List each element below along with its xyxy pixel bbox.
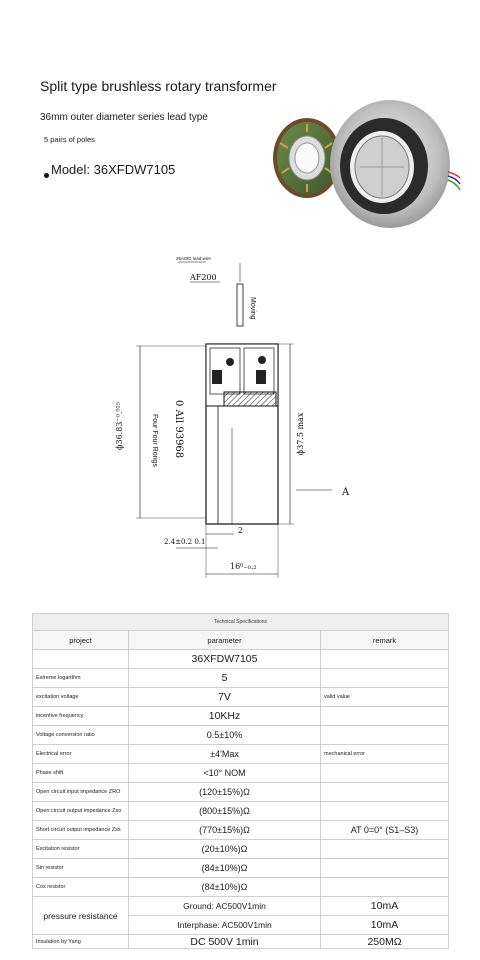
diameter-left-dim: ϕ36.83⁻⁰.⁰²⁵ — [115, 402, 124, 450]
four-rongs-label: Four Four Rongs — [151, 414, 158, 467]
table-row: 36XFDW7105 — [33, 650, 449, 669]
table-row: excitation voltage 7V valid value — [33, 688, 449, 707]
product-photo — [262, 98, 460, 238]
table-row: Short circuit output impedance Zss (770±15%)Ω AT 0=0° (S1–S3) — [33, 821, 449, 840]
table-row: Sin resistor (84±10%)Ω — [33, 859, 449, 878]
poles-label: 5 pairs of poles — [44, 135, 95, 144]
diameter-right-dim: ϕ37.5 max — [296, 412, 305, 456]
pressure-project: pressure resistance — [33, 897, 129, 935]
header-project: project — [33, 631, 129, 650]
table-row: Insulation by Yang DC 500V 1min 250MΩ — [33, 935, 449, 949]
spec-table — [32, 613, 449, 949]
table-caption: Technical Specifications — [33, 614, 449, 631]
af-label: AF200 — [190, 273, 217, 282]
table-row: Phase shift <10° NOM — [33, 764, 449, 783]
datum-label: A — [342, 487, 350, 498]
header-parameter: parameter — [129, 631, 321, 650]
lead-wire-label: 26AWG lead wire — [176, 256, 211, 261]
table-row: Cos resistor (84±10%)Ω — [33, 878, 449, 897]
table-row: pressure resistance Ground: AC500V1min 10mA — [33, 897, 449, 916]
dim-2-4-label: 2.4±0.2 0.1 — [164, 538, 206, 546]
dim-16-label: 16⁰₋₀.₂ — [230, 562, 257, 571]
product-subtitle: 36mm outer diameter series lead type — [40, 112, 208, 123]
model-text: Model: 36XFDW7105 — [51, 162, 176, 177]
table-row: Voltage conversion ratio 0.5±10% — [33, 726, 449, 745]
table-row: Open circuit input impedance ZRO (120±15%)Ω — [33, 783, 449, 802]
table-row: Extreme logarithm 5 — [33, 669, 449, 688]
table-row: Interphase: AC500V1min 10mA — [33, 916, 449, 935]
table-row: Excitation resistor (20±10%)Ω — [33, 840, 449, 859]
bullet-icon — [44, 173, 49, 178]
product-title: Split type brushless rotary transformer — [40, 78, 277, 94]
technical-drawing — [115, 252, 360, 582]
table-row: Electrical error ±4'Max mechanical error — [33, 745, 449, 764]
dim-2-label: 2 — [238, 526, 244, 535]
table-row: Open circuit output impedance Zso (800±15%)Ω — [33, 802, 449, 821]
table-row: incentive frequency 10KHz — [33, 707, 449, 726]
moving-label: Moving — [249, 297, 256, 320]
header-remark: remark — [321, 631, 449, 650]
inner-part-text: 0 All 93968 — [173, 400, 184, 459]
model-label — [44, 162, 175, 178]
